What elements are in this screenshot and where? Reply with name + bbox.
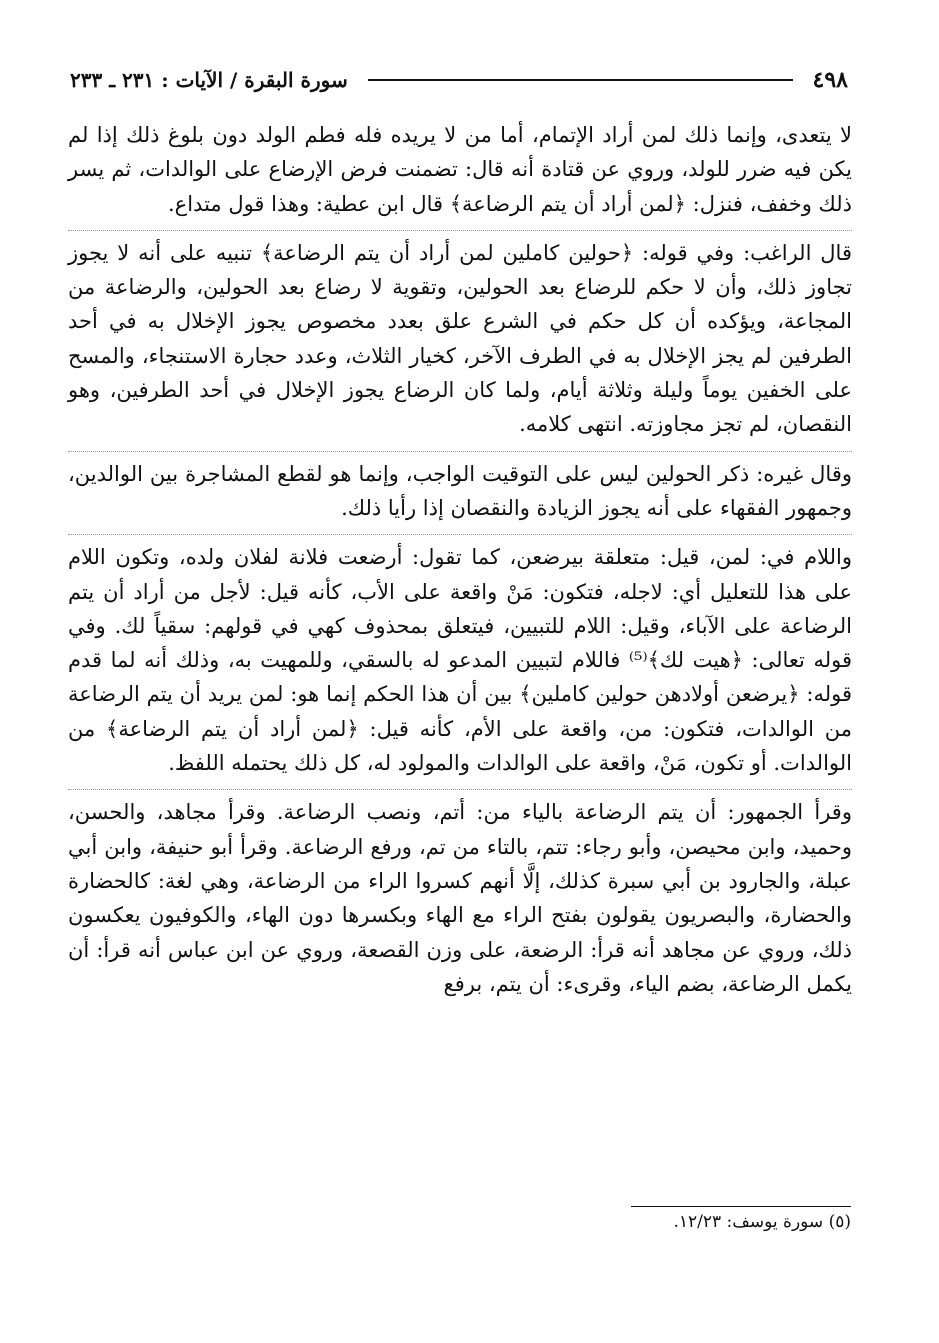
page-body bbox=[68, 118, 852, 1015]
paragraph: لا يتعدى، وإنما ذلك لمن أراد الإتمام، أما من لا يريده فله فطم الولد دون بلوغ ذلك إذا لم يكن فيه ضرر للولد، وروي عن قتادة أنه قال: تضمنت فرض الإرضاع على الوالدات، ثم يسر ذلك وخفف، فنزل: ﴿لمن أراد أن يتم الرضاعة﴾ قال ابن عطية: وهذا قول متداع. bbox=[68, 118, 852, 231]
running-head: سورة البقرة / الآيات : ٢٣١ ـ ٢٣٣ bbox=[70, 68, 348, 92]
paragraph: قال الراغب: وفي قوله: ﴿حولين كاملين لمن أراد أن يتم الرضاعة﴾ تنبيه على أنه لا يجوز تجاوز ذلك، وأن لا حكم للرضاع بعد الحولين، وتقوية لا رضاع بعد الحولين، والرضاعة من المجاعة، ويؤكده أن كل حكم في الشرع علق بعدد مخصوص يجوز الإخلال به في أحد الطرفين لم يجز الإخلال به في الطرف الآخر، كخيار الثلاث، وعدد حجارة الاستنجاء، والمسح على الخفين يوماً وليلة وثلاثة أيام، ولما كان الرضاع يجوز الإخلال في أحد الطرفين، وهو النقصان، لم تجز مجاوزته. انتهى كلامه. bbox=[68, 236, 852, 452]
page-number: ٤٩٨ bbox=[812, 67, 848, 93]
header-rule bbox=[368, 79, 793, 81]
paragraph: وقرأ الجمهور: أن يتم الرضاعة بالياء من: أتم، ونصب الرضاعة. وقرأ مجاهد، والحسن، وحميد، وابن محيصن، وأبو رجاء: تتم، بالتاء من تم، ورفع الرضاعة. وقرأ أبو حنيفة، وابن أبي عبلة، والجارود بن أبي سبرة كذلك، إلَّا أنهم كسروا الراء من الرضاعة، وهي لغة: كالحضارة والحضارة، والبصريون يقولون بفتح الراء مع الهاء وبكسرها دون الهاء، والكوفيون يعكسون ذلك، وروي عن مجاهد أنه قرأ: الرضعة، على وزن القصعة، وروي عن ابن عباس أنه قرأ: أن يكمل الرضاعة، بضم الياء، وقرىء: أن يتم، برفع bbox=[68, 800, 852, 996]
paragraph: واللام في: لمن، قيل: متعلقة بيرضعن، كما تقول: أرضعت فلانة لفلان ولده، وتكون اللام على هذا للتعليل أي: لاجله، فتكون: مَنْ واقعة على الأب، كأنه قيل: لأجل من أراد أن يتم الرضاعة على الآباء، وقيل: اللام للتبيين، فيتعلق بمحذوف كهي في قولهم: سقياً لك. وفي قوله تعالى: ﴿هيت لك﴾⁽⁵⁾ فاللام لتبيين المدعو له بالسقي، وللمهيت به، وذلك أنه لما قدم قوله: ﴿يرضعن أولادهن حولين كاملين﴾ بين أن هذا الحكم إنما هو: لمن يريد أن يتم الرضاعة من الوالدات، فتكون: من، واقعة على الأم، كأنه قيل: ﴿لمن أراد أن يتم الرضاعة﴾ من الوالدات. أو تكون، مَنْ، واقعة على الوالدات والمولود له، كل ذلك يحتمله اللفظ. bbox=[68, 540, 852, 790]
footnote-rule bbox=[631, 1206, 851, 1207]
footnote: (٥) سورة يوسف: ١٢/٢٣. bbox=[673, 1212, 851, 1232]
paragraph: وقال غيره: ذكر الحولين ليس على التوقيت الواجب، وإنما هو لقطع المشاجرة بين الوالدين، وجمهور الفقهاء على أنه يجوز الزيادة والنقصان إذا رأيا ذلك. bbox=[68, 457, 852, 536]
page-header bbox=[70, 62, 848, 98]
